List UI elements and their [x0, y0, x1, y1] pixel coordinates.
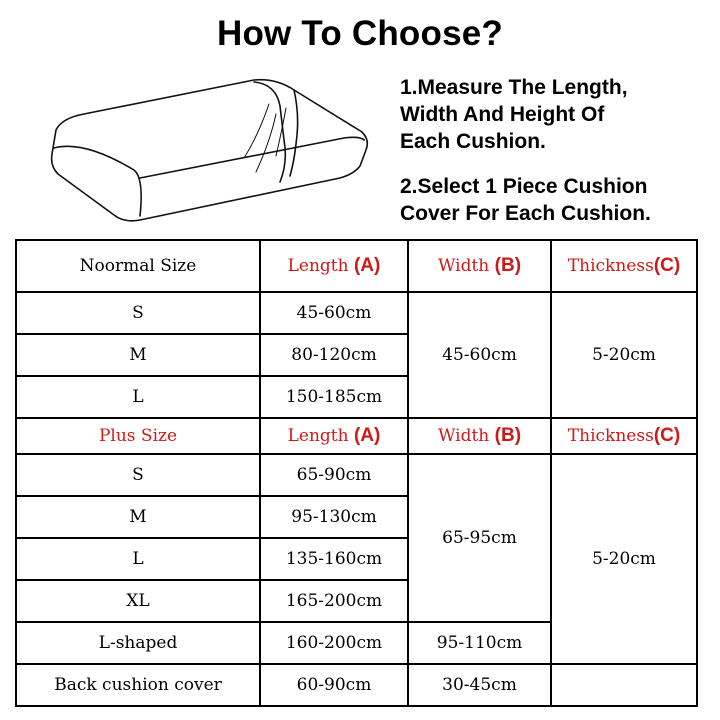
plus-size-header-row [16, 418, 697, 454]
size-cell: L [16, 538, 260, 580]
thickness-cell: 5-20cm [551, 292, 697, 418]
size-cell: S [16, 454, 260, 496]
length-cell: 165-200cm [260, 580, 408, 622]
thickness-cell-empty [551, 664, 697, 706]
length-cell: 60-90cm [260, 664, 408, 706]
size-cell: Back cushion cover [16, 664, 260, 706]
table-row [16, 292, 697, 334]
size-cell: L-shaped [16, 622, 260, 664]
size-cell: M [16, 496, 260, 538]
size-cell: M [16, 334, 260, 376]
length-cell: 135-160cm [260, 538, 408, 580]
plus-size-label: Plus Size [16, 418, 260, 454]
width-cell: 30-45cm [408, 664, 551, 706]
length-cell: 95-130cm [260, 496, 408, 538]
thickness-header: Thickness(C) [551, 240, 697, 292]
size-chart-table [15, 239, 698, 707]
page-title: How To Choose? [216, 14, 503, 53]
cushion-illustration [44, 70, 374, 230]
length-header: Length (A) [260, 418, 408, 454]
length-cell: 80-120cm [260, 334, 408, 376]
table-row [16, 454, 697, 496]
length-header: Length (A) [260, 240, 408, 292]
step-2: 2.Select 1 Piece Cushion Cover For Each Cushion. [400, 175, 651, 225]
length-cell: 45-60cm [260, 292, 408, 334]
table-row [16, 664, 697, 706]
thickness-cell: 5-20cm [551, 454, 697, 664]
size-cell: XL [16, 580, 260, 622]
width-cell: 95-110cm [408, 622, 551, 664]
width-cell: 65-95cm [408, 454, 551, 622]
normal-size-header-row [16, 240, 697, 292]
width-cell: 45-60cm [408, 292, 551, 418]
width-header: Width (B) [408, 240, 551, 292]
length-cell: 65-90cm [260, 454, 408, 496]
width-header: Width (B) [408, 418, 551, 454]
size-cell: L [16, 376, 260, 418]
instructions [400, 74, 710, 245]
size-cell: S [16, 292, 260, 334]
length-cell: 160-200cm [260, 622, 408, 664]
length-cell: 150-185cm [260, 376, 408, 418]
thickness-header: Thickness(C) [551, 418, 697, 454]
step-1: 1.Measure The Length, Width And Height Of Each Cushion. [400, 76, 628, 153]
normal-size-label: Noormal Size [16, 240, 260, 292]
